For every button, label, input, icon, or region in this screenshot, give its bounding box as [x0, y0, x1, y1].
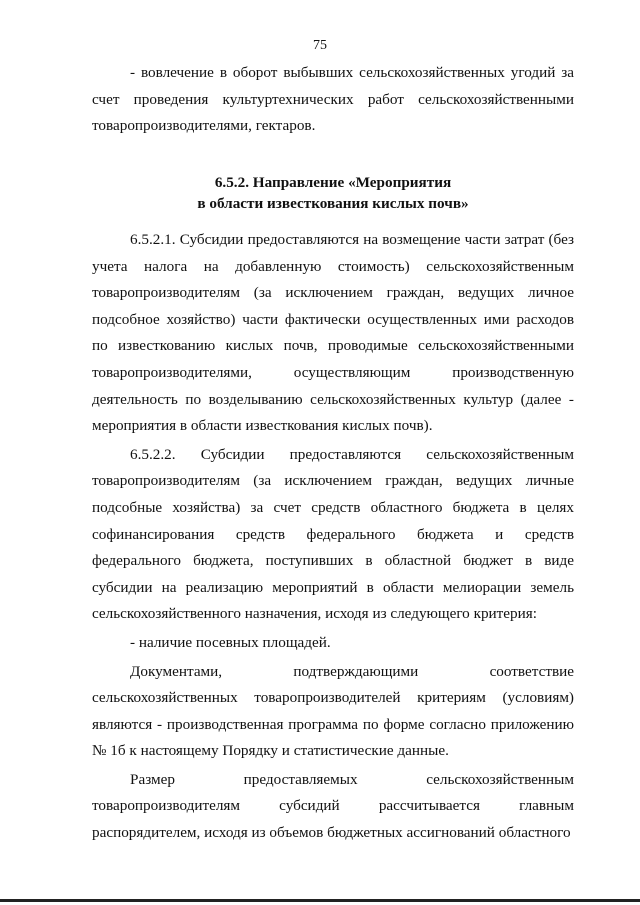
section-heading-line-2: в области известкования кислых почв» [197, 195, 469, 212]
body-text-block [92, 227, 574, 847]
intro-paragraph: - вовлечение в оборот выбывших сельскохозяйственных угодий за счет проведения культуртехнических работ сельскохозяйственными товаропроизводителями, гектаров. [92, 64, 574, 135]
section-heading [92, 172, 574, 214]
intro-text-block [92, 60, 574, 140]
page-number: 75 [313, 38, 327, 53]
paragraph-6-5-2-1: 6.5.2.1. Субсидии предоставляются на возмещение части затрат (без учета налога на добавленную стоимость) сельскохозяйственным товаропроизводителям (за исключением граждан, ведущих личное подсобное хозяйство) части фактически осуществленных ими расходов по известкованию кислых почв, проводимые сельскохозяйственными товаропроизводителями, осуществляющим производственную деятельность по возделыванию сельскохозяйственных культур (далее - мероприятия в области известкования кислых почв). [92, 231, 574, 435]
paragraph-6-5-2-2: 6.5.2.2. Субсидии предоставляются сельскохозяйственным товаропроизводителям (за исключением граждан, ведущих личные подсобные хозяйства) за счет средств областного бюджета в целях софинансирования средств федерального бюджета и средств федерального бюджета, поступивших в областной бюджет в виде субсидии на реализацию мероприятий в области мелиорации земель сельскохозяйственного назначения, исходя из следующего критерия: [92, 445, 574, 623]
section-heading-line-1: 6.5.2. Направление «Мероприятия [214, 174, 452, 191]
paragraph-subsidy-size: Размер предоставляемых сельскохозяйственным товаропроизводителям субсидий рассчитывается главным распорядителем, исходя из объемов бюджетных ассигнований областного [92, 770, 574, 842]
paragraph-criterion: - наличие посевных площадей. [130, 633, 331, 651]
paragraph-documents: Документами, подтверждающими соответствие сельскохозяйственных товаропроизводителей критериям (условиям) являются - производственная программа по форме согласно приложению № 1б к настоящему Порядку и статистические данные. [92, 662, 574, 760]
bottom-edge-line [0, 899, 640, 902]
